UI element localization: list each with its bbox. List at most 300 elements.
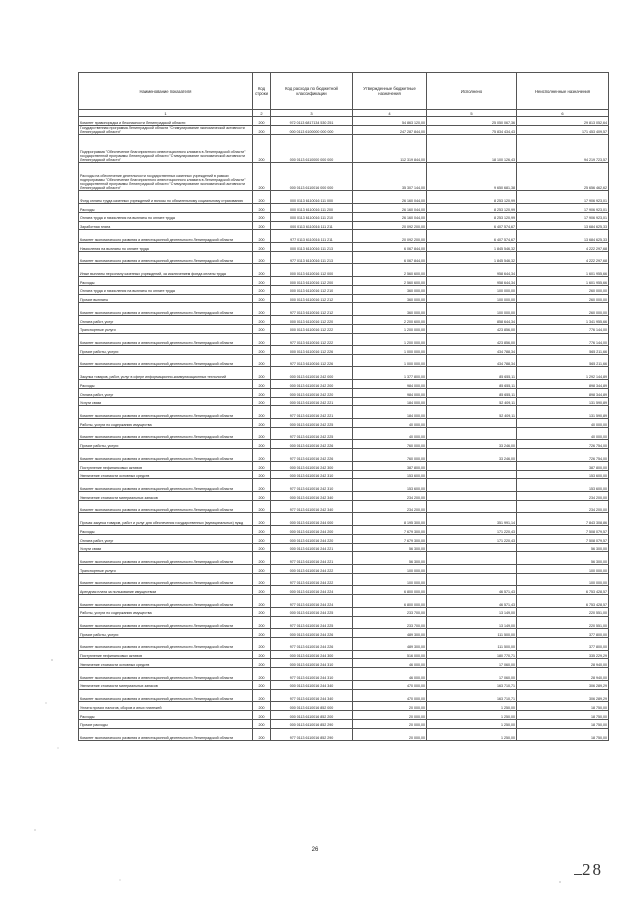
row-line-code: 200 — [253, 333, 271, 346]
row-name: Комитет экономического развития и инвестиционной деятельности Ленинградской области — [79, 251, 253, 264]
row-executed: 351 991,14 — [427, 513, 517, 526]
row-executed: 958 644,34 — [427, 276, 517, 285]
row-name: Фонд оплаты труда казенных учреждений и взносы по обязательному социальному страхованию — [79, 191, 253, 204]
table-row — [79, 388, 609, 397]
table-row — [79, 242, 609, 251]
row-approved: 2 200 600,00 — [353, 315, 427, 324]
row-name: Поступление нефинансовых активов — [79, 461, 253, 470]
row-budget-code: 977 0113 6110016 111 211 — [271, 230, 353, 243]
row-approved: 184 000,00 — [353, 397, 427, 406]
row-line-code: 200 — [253, 513, 271, 526]
row-line-code: 200 — [253, 629, 271, 638]
budget-execution-table — [78, 72, 609, 741]
table-row — [79, 650, 609, 659]
row-unexecuted: 171 453 409,57 — [517, 125, 609, 134]
header-line-code: Код строки — [253, 73, 271, 110]
row-approved: 360 000,00 — [353, 294, 427, 303]
row-name: Работы, услуги по содержанию имущества — [79, 607, 253, 616]
table-row — [79, 324, 609, 333]
row-line-code: 200 — [253, 125, 271, 134]
row-line-code: 200 — [253, 212, 271, 221]
table-row — [79, 595, 609, 608]
row-name: Арендная плата за пользование имуществом — [79, 586, 253, 595]
row-unexecuted: 28 940,00 — [517, 659, 609, 668]
table-row — [79, 513, 609, 526]
row-approved: 760 000,00 — [353, 440, 427, 449]
row-line-code: 200 — [253, 285, 271, 294]
row-line-code: 200 — [253, 242, 271, 251]
row-name: Комитет экономического развития и инвестиционной деятельности Ленинградской области — [79, 689, 253, 702]
row-name: Транспортные услуги — [79, 324, 253, 333]
row-line-code: 200 — [253, 668, 271, 681]
row-name: Прочие работы, услуги — [79, 346, 253, 355]
row-budget-code: 000 0113 6110016 244 220 — [271, 534, 353, 543]
row-executed: 100 000,00 — [427, 294, 517, 303]
row-name: Услуги связи — [79, 543, 253, 552]
row-line-code: 200 — [253, 526, 271, 535]
row-executed: 163 710,71 — [427, 680, 517, 689]
row-unexecuted: 17 906 923,01 — [517, 212, 609, 221]
row-approved: 6 067 844,00 — [353, 242, 427, 251]
row-unexecuted: 18 750,00 — [517, 710, 609, 719]
row-budget-code: 977 0113 6110016 112 212 — [271, 303, 353, 316]
row-budget-code: 000 0113 6110016 112 000 — [271, 264, 353, 277]
row-unexecuted: 28 940,00 — [517, 668, 609, 681]
row-name: Начисления на выплаты по оплате труда — [79, 242, 253, 251]
row-unexecuted: 25 656 462,62 — [517, 163, 609, 191]
table-row — [79, 380, 609, 389]
table-row — [79, 552, 609, 565]
row-name: Оплата труда и начисления на выплаты по оплате труда — [79, 285, 253, 294]
row-unexecuted: 17 906 923,01 — [517, 203, 609, 212]
table-row — [79, 230, 609, 243]
row-line-code: 200 — [253, 710, 271, 719]
row-line-code: 200 — [253, 728, 271, 741]
row-name: Комитет экономического развития и инвестиционной деятельности Ленинградской области — [79, 303, 253, 316]
row-line-code: 200 — [253, 191, 271, 204]
table-row — [79, 470, 609, 479]
row-budget-code: 977 0113 6110016 242 226 — [271, 449, 353, 462]
row-budget-code: 977 0113 6110016 244 225 — [271, 616, 353, 629]
row-unexecuted: 260 000,00 — [517, 294, 609, 303]
row-name: Расходы — [79, 276, 253, 285]
row-unexecuted: 1 292 144,89 — [517, 367, 609, 380]
row-name: Расходы на обеспечение деятельности государственных казенных учреждений в рамках подпрограммы "Обеспечение благоприятного инвестиционного климата в Ленинградской области" государственной программы Ленинградской области "Стимулирование экономической активности Ленинградской области" — [79, 163, 253, 191]
row-line-code: 200 — [253, 203, 271, 212]
row-unexecuted: 56 300,00 — [517, 543, 609, 552]
row-budget-code: 000 0113 6110016 242 340 — [271, 492, 353, 501]
table-row — [79, 586, 609, 595]
row-unexecuted: 220 551,00 — [517, 616, 609, 629]
row-line-code: 200 — [253, 388, 271, 397]
row-line-code: 200 — [253, 552, 271, 565]
row-budget-code: 000 0113 6110016 852 000 — [271, 702, 353, 711]
row-unexecuted: 4 222 297,68 — [517, 242, 609, 251]
table-row — [79, 333, 609, 346]
row-budget-code: 000 0113 6110016 111 000 — [271, 191, 353, 204]
row-line-code: 200 — [253, 461, 271, 470]
row-budget-code: 000 0113 6110016 112 212 — [271, 294, 353, 303]
row-unexecuted: 776 144,00 — [517, 324, 609, 333]
row-budget-code: 000 0113 6110016 244 222 — [271, 565, 353, 574]
table-row — [79, 728, 609, 741]
table-row — [79, 702, 609, 711]
row-budget-code: 000 0113 6110016 112 226 — [271, 346, 353, 355]
row-budget-code: 000 0113 6110016 244 340 — [271, 680, 353, 689]
stamp-dash — [574, 874, 582, 875]
row-unexecuted: 1 601 955,66 — [517, 264, 609, 277]
row-approved: 1 200 000,00 — [353, 324, 427, 333]
row-approved: 984 000,00 — [353, 388, 427, 397]
row-executed: 171 220,43 — [427, 534, 517, 543]
row-approved: 184 000,00 — [353, 406, 427, 419]
row-budget-code: 000 0113 6110016 111 211 — [271, 221, 353, 230]
row-unexecuted: 726 754,00 — [517, 440, 609, 449]
row-budget-code: 000 0113 6110016 112 200 — [271, 276, 353, 285]
row-unexecuted: 7 508 079,57 — [517, 526, 609, 535]
row-budget-code: 972 0113 6817134 530 251 — [271, 117, 353, 126]
table-row — [79, 543, 609, 552]
row-executed: 1 250,00 — [427, 728, 517, 741]
row-budget-code: 977 0113 6110016 244 221 — [271, 552, 353, 565]
row-name: Прочие работы, услуги — [79, 440, 253, 449]
table-row — [79, 221, 609, 230]
row-budget-code: 977 0113 6110016 244 226 — [271, 637, 353, 650]
row-executed: 46 571,43 — [427, 595, 517, 608]
row-executed: 434 788,34 — [427, 346, 517, 355]
row-budget-code: 000 0113 6110016 242 220 — [271, 388, 353, 397]
table-row — [79, 285, 609, 294]
row-unexecuted: 1 601 955,66 — [517, 276, 609, 285]
row-line-code: 200 — [253, 595, 271, 608]
row-approved: 20 092 200,00 — [353, 230, 427, 243]
row-name: Государственная программа Ленинградской области "Стимулирование экономической активности Ленинградской области" — [79, 125, 253, 134]
row-budget-code: 000 0113 6110016 242 225 — [271, 419, 353, 428]
row-line-code: 200 — [253, 492, 271, 501]
column-index: 1 — [79, 110, 253, 117]
row-executed — [427, 470, 517, 479]
row-line-code: 200 — [253, 689, 271, 702]
row-line-code: 200 — [253, 221, 271, 230]
row-executed: 17 060,00 — [427, 668, 517, 681]
row-approved: 56 300,00 — [353, 543, 427, 552]
row-executed: 111 500,00 — [427, 637, 517, 650]
row-approved: 20 000,00 — [353, 702, 427, 711]
row-line-code: 200 — [253, 367, 271, 380]
row-budget-code: 000 0113 6110016 244 000 — [271, 513, 353, 526]
row-unexecuted: 29 813 052,64 — [517, 117, 609, 126]
row-executed: 17 060,00 — [427, 659, 517, 668]
table-row — [79, 427, 609, 440]
row-line-code: 200 — [253, 397, 271, 406]
row-approved: 1 000 000,00 — [353, 354, 427, 367]
handwritten-page-stamp: 28 — [582, 860, 603, 879]
column-index: 4 — [353, 110, 427, 117]
row-approved: 234 200,00 — [353, 500, 427, 513]
table-row — [79, 212, 609, 221]
row-name: Расходы — [79, 526, 253, 535]
table-row — [79, 573, 609, 586]
row-line-code: 200 — [253, 650, 271, 659]
row-name: Оплата работ, услуг — [79, 388, 253, 397]
row-budget-code: 000 0113 6110016 112 222 — [271, 324, 353, 333]
row-line-code: 200 — [253, 251, 271, 264]
row-budget-code: 000 0113 6110016 244 225 — [271, 607, 353, 616]
table-row — [79, 565, 609, 574]
table-row — [79, 534, 609, 543]
row-executed — [427, 552, 517, 565]
row-name: Комитет экономического развития и инвестиционной деятельности Ленинградской области — [79, 230, 253, 243]
row-budget-code: 000 0113 6110016 244 226 — [271, 629, 353, 638]
row-approved: 7 679 300,00 — [353, 526, 427, 535]
row-budget-code: 000 0113 6110016 111 213 — [271, 242, 353, 251]
row-line-code: 200 — [253, 659, 271, 668]
row-line-code: 200 — [253, 117, 271, 126]
row-executed: 423 856,00 — [427, 333, 517, 346]
row-executed — [427, 573, 517, 586]
row-unexecuted: 94 219 723,57 — [517, 134, 609, 162]
row-executed: 100 000,00 — [427, 303, 517, 316]
row-budget-code: 000 0113 6110016 242 000 — [271, 367, 353, 380]
row-approved: 233 700,00 — [353, 607, 427, 616]
row-budget-code: 000 0113 6110016 852 290 — [271, 719, 353, 728]
row-approved: 26 160 044,00 — [353, 203, 427, 212]
row-line-code: 200 — [253, 616, 271, 629]
row-budget-code: 000 0113 6110016 111 210 — [271, 212, 353, 221]
row-name: Расходы — [79, 710, 253, 719]
row-unexecuted: 1 341 955,66 — [517, 315, 609, 324]
row-executed — [427, 419, 517, 428]
row-executed — [427, 543, 517, 552]
row-approved: 20 000,00 — [353, 728, 427, 741]
row-budget-code: 000 0113 6110016 111 200 — [271, 203, 353, 212]
row-unexecuted: 220 551,00 — [517, 607, 609, 616]
row-name: Увеличение стоимости основных средств — [79, 659, 253, 668]
row-line-code: 200 — [253, 419, 271, 428]
row-name: Увеличение стоимости материальных запасов — [79, 680, 253, 689]
row-budget-code: 000 0113 6100000 000 000 — [271, 125, 353, 134]
table-row — [79, 397, 609, 406]
row-approved: 760 000,00 — [353, 449, 427, 462]
row-approved: 1 377 800,00 — [353, 367, 427, 380]
row-budget-code: 000 0113 6110016 242 300 — [271, 461, 353, 470]
row-executed — [427, 427, 517, 440]
row-unexecuted: 100 000,00 — [517, 565, 609, 574]
row-unexecuted: 260 000,00 — [517, 303, 609, 316]
table-row — [79, 710, 609, 719]
table-row — [79, 251, 609, 264]
table-row — [79, 440, 609, 449]
row-approved: 20 000,00 — [353, 710, 427, 719]
table-row — [79, 125, 609, 134]
row-line-code: 200 — [253, 346, 271, 355]
row-line-code: 200 — [253, 534, 271, 543]
row-budget-code: 000 0113 6110016 112 210 — [271, 285, 353, 294]
row-unexecuted: 234 200,00 — [517, 500, 609, 513]
row-name: Комитет экономического развития и инвестиционной деятельности Ленинградской области — [79, 616, 253, 629]
page-number: 26 — [311, 847, 319, 853]
row-executed: 958 644,34 — [427, 264, 517, 277]
row-approved: 516 000,00 — [353, 650, 427, 659]
row-executed: 18 100 126,43 — [427, 134, 517, 162]
table-row — [79, 719, 609, 728]
table-header-row — [79, 73, 609, 110]
row-name: Комитет экономического развития и инвестиционной деятельности Ленинградской области — [79, 333, 253, 346]
row-unexecuted: 898 344,89 — [517, 388, 609, 397]
row-executed: 8 253 120,99 — [427, 191, 517, 204]
row-unexecuted: 4 222 297,68 — [517, 251, 609, 264]
table-row — [79, 637, 609, 650]
row-line-code: 200 — [253, 354, 271, 367]
row-approved: 100 000,00 — [353, 573, 427, 586]
table-row — [79, 607, 609, 616]
row-approved: 387 800,00 — [353, 461, 427, 470]
header-executed: Исполнено — [427, 73, 517, 110]
row-line-code: 200 — [253, 324, 271, 333]
row-line-code: 200 — [253, 565, 271, 574]
table-row — [79, 367, 609, 380]
row-line-code: 200 — [253, 680, 271, 689]
row-name: Комитет экономического развития и инвестиционной деятельности Ленинградской области — [79, 427, 253, 440]
row-name: Оплата работ, услуг — [79, 315, 253, 324]
row-approved: 233 700,00 — [353, 616, 427, 629]
row-line-code: 200 — [253, 294, 271, 303]
row-name: Комитет экономического развития и инвестиционной деятельности Ленинградской области — [79, 500, 253, 513]
row-budget-code: 000 0113 6110016 000 000 — [271, 163, 353, 191]
row-line-code: 200 — [253, 719, 271, 728]
row-approved: 6 800 000,00 — [353, 586, 427, 595]
row-budget-code: 977 0113 6110016 242 340 — [271, 500, 353, 513]
row-line-code: 200 — [253, 586, 271, 595]
row-approved: 153 600,00 — [353, 470, 427, 479]
table-row — [79, 406, 609, 419]
table-row — [79, 264, 609, 277]
row-approved: 2 560 600,00 — [353, 276, 427, 285]
row-executed: 6 407 574,67 — [427, 230, 517, 243]
row-approved: 1 000 000,00 — [353, 346, 427, 355]
row-unexecuted: 726 754,00 — [517, 449, 609, 462]
row-approved: 470 000,00 — [353, 680, 427, 689]
row-budget-code: 000 0113 6110016 242 200 — [271, 380, 353, 389]
row-executed: 111 500,00 — [427, 629, 517, 638]
row-name: Уплата прочих налогов, сборов и иных платежей — [79, 702, 253, 711]
row-executed — [427, 492, 517, 501]
row-name: Комитет экономического развития и инвестиционной деятельности Ленинградской области — [79, 406, 253, 419]
row-name: Прочие работы, услуги — [79, 629, 253, 638]
row-line-code: 200 — [253, 449, 271, 462]
row-name: Прочие расходы — [79, 719, 253, 728]
row-name: Комитет экономического развития и инвестиционной деятельности Ленинградской области — [79, 668, 253, 681]
row-budget-code: 000 0113 6110016 244 200 — [271, 526, 353, 535]
table-row — [79, 315, 609, 324]
row-unexecuted: 898 344,89 — [517, 380, 609, 389]
row-executed: 52 409,11 — [427, 397, 517, 406]
row-approved: 7 679 300,00 — [353, 534, 427, 543]
row-unexecuted: 387 800,00 — [517, 461, 609, 470]
row-name: Прочие выплаты — [79, 294, 253, 303]
row-approved: 46 000,00 — [353, 668, 427, 681]
table-body — [79, 117, 609, 741]
row-unexecuted: 377 800,00 — [517, 637, 609, 650]
table-row — [79, 117, 609, 126]
row-unexecuted: 18 750,00 — [517, 702, 609, 711]
row-name: Расходы — [79, 203, 253, 212]
row-budget-code: 000 0113 6110016 244 224 — [271, 586, 353, 595]
row-unexecuted: 100 000,00 — [517, 573, 609, 586]
row-name: Увеличение стоимости материальных запасов — [79, 492, 253, 501]
row-executed: 1 845 546,32 — [427, 242, 517, 251]
row-name: Иные выплаты персоналу казенных учреждений, за исключением фонда оплаты труда — [79, 264, 253, 277]
row-name: Расходы — [79, 380, 253, 389]
row-budget-code: 977 0113 6110016 244 224 — [271, 595, 353, 608]
row-executed: 9 650 681,38 — [427, 163, 517, 191]
table-row — [79, 616, 609, 629]
row-approved: 1 200 000,00 — [353, 333, 427, 346]
row-approved: 234 200,00 — [353, 492, 427, 501]
row-line-code: 200 — [253, 315, 271, 324]
row-unexecuted: 13 684 625,33 — [517, 221, 609, 230]
row-executed: 33 246,00 — [427, 449, 517, 462]
row-unexecuted: 153 600,00 — [517, 470, 609, 479]
row-budget-code: 977 0113 6110016 242 225 — [271, 427, 353, 440]
row-name: Работы, услуги по содержанию имущества — [79, 419, 253, 428]
row-approved: 8 195 300,00 — [353, 513, 427, 526]
row-approved: 54 863 120,00 — [353, 117, 427, 126]
row-line-code: 200 — [253, 573, 271, 586]
column-index: 2 — [253, 110, 271, 117]
table-row — [79, 354, 609, 367]
row-unexecuted: 13 684 625,33 — [517, 230, 609, 243]
row-line-code: 200 — [253, 543, 271, 552]
row-executed: 8 253 120,99 — [427, 212, 517, 221]
header-unexecuted: Неисполненные назначения — [517, 73, 609, 110]
row-unexecuted: 776 144,00 — [517, 333, 609, 346]
row-name: Увеличение стоимости основных средств — [79, 470, 253, 479]
row-approved: 6 067 844,00 — [353, 251, 427, 264]
row-executed: 100 000,00 — [427, 285, 517, 294]
header-budget-code: Код расхода по бюджетной классификации — [271, 73, 353, 110]
row-approved: 56 300,00 — [353, 552, 427, 565]
row-approved: 6 800 000,00 — [353, 595, 427, 608]
row-executed — [427, 461, 517, 470]
row-approved: 153 600,00 — [353, 479, 427, 492]
table-row — [79, 461, 609, 470]
row-budget-code: 977 0113 6110016 242 310 — [271, 479, 353, 492]
row-executed: 1 845 546,32 — [427, 251, 517, 264]
row-unexecuted: 234 200,00 — [517, 492, 609, 501]
table-row — [79, 689, 609, 702]
row-approved: 20 000,00 — [353, 719, 427, 728]
table-row — [79, 294, 609, 303]
row-name: Комитет экономического развития и инвестиционной деятельности Ленинградской области — [79, 552, 253, 565]
header-approved: Утвержденные бюджетные назначения — [353, 73, 427, 110]
row-unexecuted: 40 000,00 — [517, 419, 609, 428]
table-row — [79, 276, 609, 285]
row-executed: 171 220,43 — [427, 526, 517, 535]
row-approved: 247 287 844,00 — [353, 125, 427, 134]
row-unexecuted: 306 289,29 — [517, 680, 609, 689]
row-name: Прочая закупка товаров, работ и услуг для обеспечения государственных (муниципальных) нужд — [79, 513, 253, 526]
row-approved: 40 000,00 — [353, 427, 427, 440]
row-line-code: 200 — [253, 406, 271, 419]
column-index: 3 — [271, 110, 353, 117]
table-row — [79, 680, 609, 689]
row-line-code: 200 — [253, 607, 271, 616]
row-name: Оплата работ, услуг — [79, 534, 253, 543]
row-line-code: 200 — [253, 380, 271, 389]
row-executed: 8 253 120,99 — [427, 203, 517, 212]
row-approved: 46 000,00 — [353, 659, 427, 668]
